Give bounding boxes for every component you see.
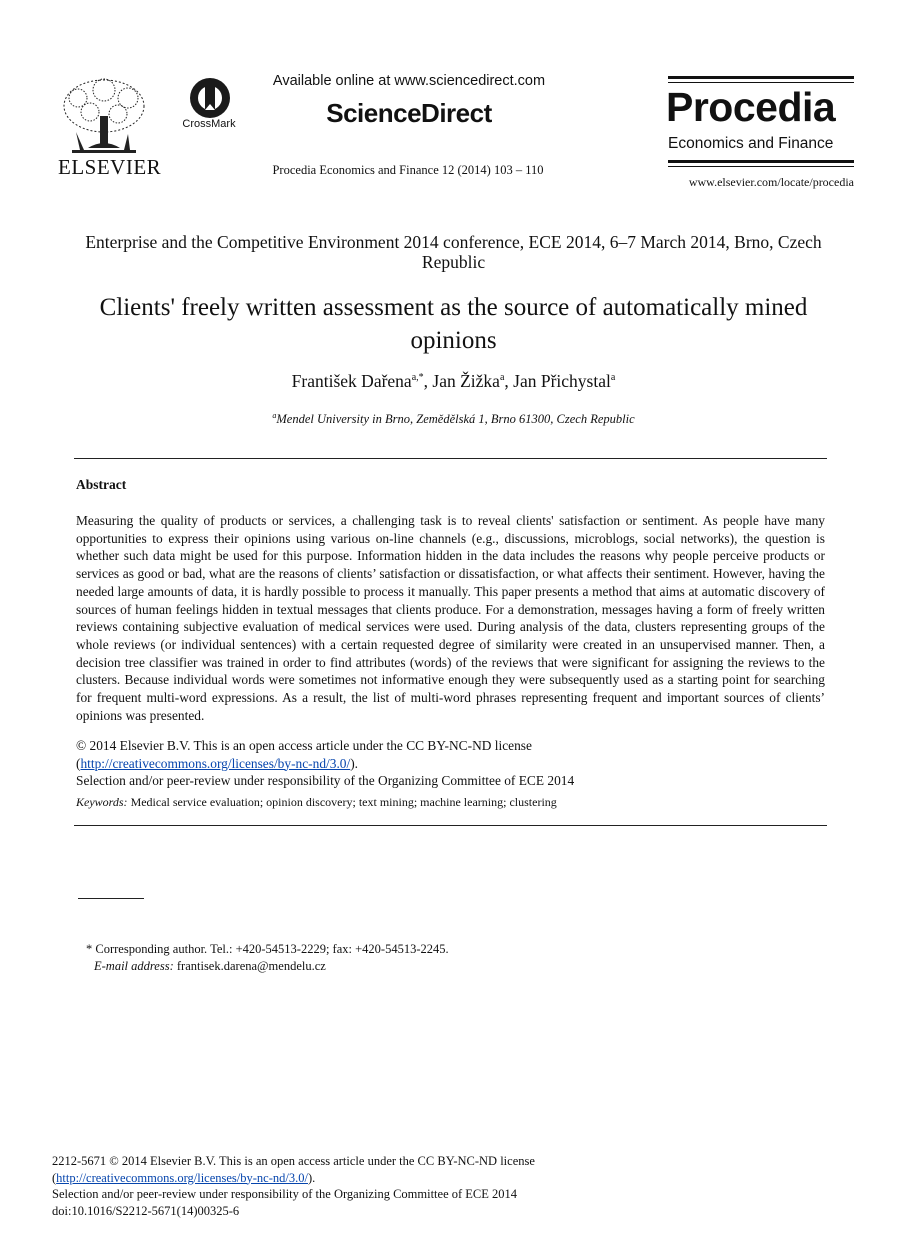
journal-name: Procedia [666,84,836,130]
author-list: František Dařena$^{a,*}$, Jan Žižka$^a$, Jan Přichystal$^a$ [291,371,616,391]
journal-url[interactable]: www.elsevier.com/locate/procedia [688,175,854,189]
available-online-text[interactable]: Available online at www.sciencedirect.com [272,73,546,89]
keywords-label: Keywords: [76,795,128,809]
journal-header-rule [668,166,854,167]
doi[interactable]: doi:10.1016/S2212-5671(14)00325-6 [52,1203,240,1218]
bottom-peer-review-line: Selection and/or peer-review under responsibility of the Organizing Committee of ECE 2014 [52,1187,518,1201]
footnote-rule [78,898,144,899]
paper-title: Clients' freely written assessment as the source of automatically mined opinions [99,294,808,354]
journal-citation: Procedia Economics and Finance 12 (2014) 103 – 110 [272,163,544,177]
issn-license-block [52,1153,752,1219]
email-line [86,958,586,975]
corresponding-author-line: * Corresponding author. Tel.: +420-54513-2229; fax: +420-54513-2245. [86,942,449,956]
copyright-notice [76,737,825,790]
author-name: František Dařena [291,371,412,391]
section-divider [74,458,827,459]
affiliation-mark: a [272,411,277,420]
corresponding-author-footnote [86,941,586,975]
author-affiliation-mark: a,* [411,372,424,384]
crossmark-label: CrossMark [182,118,236,130]
author-name: Jan Žižka [432,371,500,391]
keywords [76,795,825,810]
copyright-line: © 2014 Elsevier B.V. This is an open access article under the CC BY-NC-ND license [76,738,532,753]
affiliation-text: Mendel University in Brno, Zemědělská 1, Brno 61300, Czech Republic [276,412,635,427]
email-address[interactable]: frantisek.darena@mendelu.cz [176,959,326,973]
peer-review-line: Selection and/or peer-review under responsibility of the Organizing Committee of ECE 2014 [76,773,575,788]
journal-header-rule [668,160,854,163]
sciencedirect-logo: ScienceDirect [326,98,492,128]
section-divider [74,825,827,826]
author-name: Jan Přichystal [513,371,611,391]
issn-line: 2212-5671 © 2014 Elsevier B.V. This is an open access article under the CC BY-NC-ND license [52,1154,535,1168]
author-affiliation-mark: a [610,372,616,384]
journal-header-rule [668,76,854,79]
license-link[interactable]: http://creativecommons.org/licenses/by-nc-nd/3.0/ [80,755,351,771]
author-affiliation-mark: a [499,372,505,384]
affiliation [60,411,847,427]
bottom-license-link[interactable]: http://creativecommons.org/licenses/by-nc-nd/3.0/ [56,1170,308,1185]
bottom-license-link-line: (http://creativecommons.org/licenses/by-nc-nd/3.0/). [52,1170,316,1185]
email-label: E-mail address: [94,959,174,973]
conference-line: Enterprise and the Competitive Environment 2014 conference, ECE 2014, 6–7 March 2014, Brno, Czech Republic [85,232,822,272]
abstract-heading: Abstract [76,477,127,492]
keywords-text: Medical service evaluation; opinion discovery; text mining; machine learning; clustering [130,795,557,809]
journal-subtitle: Economics and Finance [668,135,834,152]
license-link-line: (http://creativecommons.org/licenses/by-nc-nd/3.0/). [76,755,359,771]
elsevier-wordmark: ELSEVIER [58,155,162,179]
journal-header-rule [668,82,854,83]
abstract-body: Measuring the quality of products or services, a challenging task is to reveal clients' satisfaction or sentiment. As people have many opportunities to express their opinions using various on-line channels (e.g., discussions, microblogs, social networks), the question is whether such data might be used for this purpose. Information hidden in the data includes the reasons why people perceive products or services as good or bad, what are the reasons of clients’ satisfaction or dissatisfaction, or what affects their sentiment. However, having the needed large amounts of data, it is hardly possible to process it manually. This paper presents a method that aims at automatic discovery of sources of human feelings hidden in textual messages that clients produce. For a demonstration, messages having a form of freely written reviews containing subjective evaluation of medical services were used. During analysis of the data, clusters representing groups of the whole reviews (or individual sentences) with a certain requested degree of similarity were created in an unsupervised manner. Then, a decision tree classifier was trained in order to find attributes (words) of the reviews that were significant for assigning the reviews to the clusters. Because individual words were sometimes not informative enough they were subsequently used as a starting point for searching for frequent multi-word expressions. As a result, the list of multi-word phrases representing frequent and important sources of clients’ opinions was presented. [76,513,825,723]
